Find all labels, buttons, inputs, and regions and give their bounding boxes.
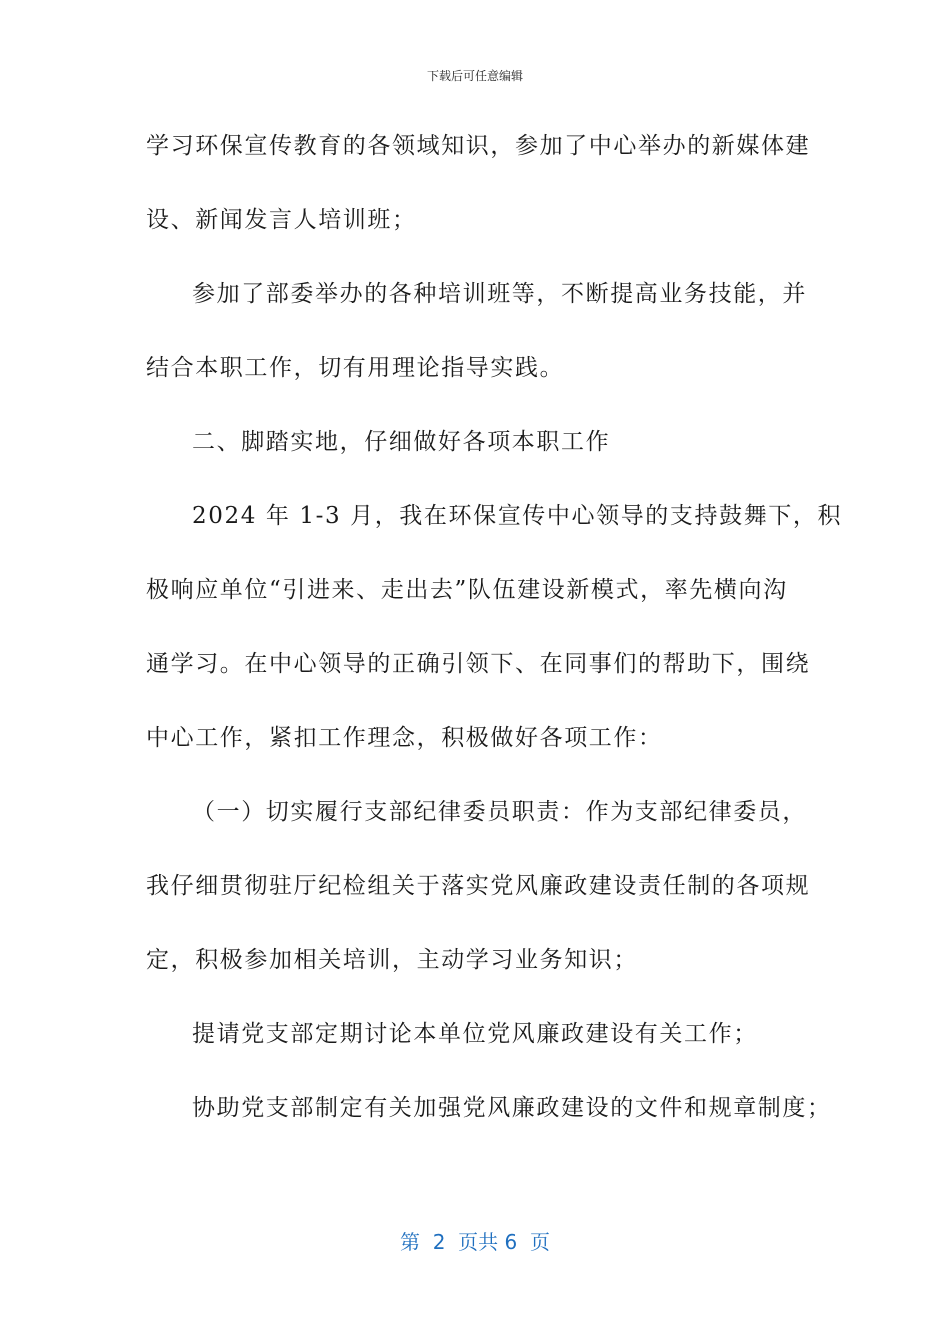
paragraph-line: 中心工作，紧扣工作理念，积极做好各项工作： bbox=[146, 725, 663, 751]
paragraph-line: 协助党支部制定有关加强党风廉政建设的文件和规章制度； bbox=[192, 1095, 832, 1121]
document-body bbox=[146, 122, 843, 1158]
paragraph-line: 结合本职工作，切有用理论指导实践。 bbox=[146, 355, 565, 381]
paragraph-line: 极响应单位“引进来、走出去”队伍建设新模式，率先横向沟 bbox=[146, 577, 788, 603]
paragraph-line: 2024 年 1-3 月，我在环保宣传中心领导的支持鼓舞下，积 bbox=[192, 503, 843, 529]
paragraph-line: 我仔细贯彻驻厅纪检组关于落实党风廉政建设责任制的各项规 bbox=[146, 873, 811, 899]
paragraph-line: 参加了部委举办的各种培训班等，不断提高业务技能，并 bbox=[192, 281, 807, 307]
page-header: 下载后可任意编辑 bbox=[426, 69, 523, 83]
section-heading: 二、脚踏实地，仔细做好各项本职工作 bbox=[192, 429, 611, 455]
paragraph-line: 定，积极参加相关培训，主动学习业务知识； bbox=[146, 947, 638, 973]
page-number-footer: 第 2 页共 6 页 bbox=[400, 1230, 550, 1254]
paragraph-line: 提请党支部定期讨论本单位党风廉政建设有关工作； bbox=[192, 1021, 758, 1047]
paragraph-line: 学习环保宣传教育的各领域知识，参加了中心举办的新媒体建 bbox=[146, 133, 811, 159]
paragraph-line: 设、新闻发言人培训班； bbox=[146, 207, 417, 233]
paragraph-line: 通学习。在中心领导的正确引领下、在同事们的帮助下，围绕 bbox=[146, 651, 811, 677]
subsection-heading: （一）切实履行支部纪律委员职责：作为支部纪律委员， bbox=[192, 799, 807, 825]
